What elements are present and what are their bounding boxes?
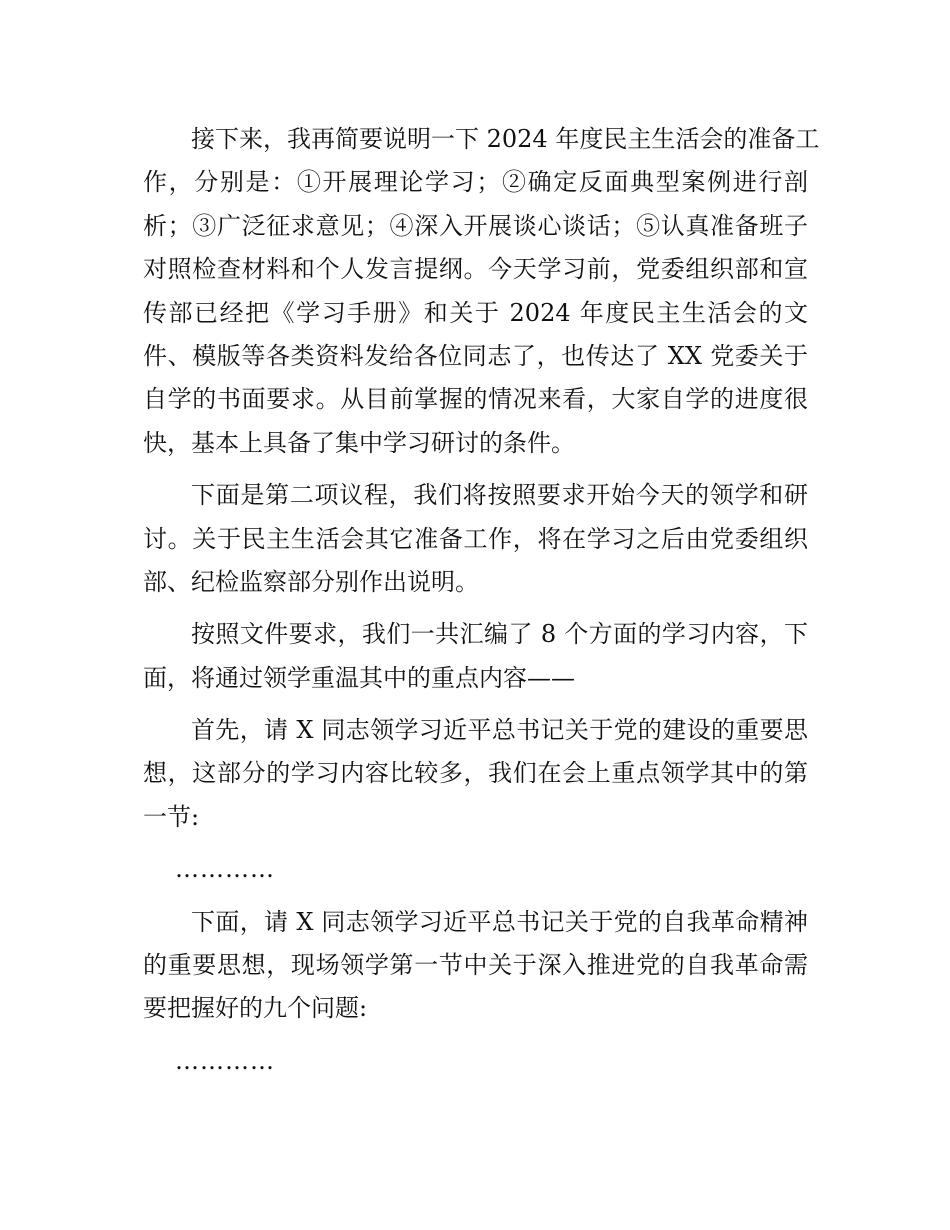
text-line: 一节:	[143, 802, 200, 831]
document-page	[143, 118, 820, 1092]
text-line: 传部已经把《学习手册》和关于 2024 年度民主生活会的文	[143, 298, 808, 327]
text-line: 对照检查材料和个人发言提纲。今天学习前，党委组织部和宣	[143, 255, 808, 284]
text-line: 的重要思想，现场领学第一节中关于深入推进党的自我革命需	[143, 951, 808, 980]
text-line: 下面是第二项议程，我们将按照要求开始今天的领学和研	[191, 481, 808, 510]
ellipsis-paragraph	[143, 1040, 808, 1083]
text-line: 件、模版等各类资料发给各位同志了，也传达了 XX 党委关于	[143, 341, 808, 370]
body-paragraph	[143, 709, 808, 839]
text-line: 接下来，我再简要说明一下 2024 年度民主生活会的准备工	[191, 125, 820, 153]
text-line: 要把握好的九个问题:	[143, 994, 368, 1023]
text-line: 下面，请 X 同志领学习近平总书记关于党的自我革命精神	[191, 907, 808, 936]
body-paragraph	[143, 613, 808, 700]
body-paragraph	[143, 118, 820, 465]
text-line: 面，将通过领学重温其中的重点内容——	[143, 663, 575, 692]
text-line: 想，这部分的学习内容比较多，我们在会上重点领学其中的第	[143, 759, 808, 788]
text-line: 首先，请 X 同志领学习近平总书记关于党的建设的重要思	[191, 716, 808, 745]
text-line: 按照文件要求，我们一共汇编了 8 个方面的学习内容，下	[191, 620, 808, 649]
ellipsis-paragraph	[143, 848, 808, 891]
ellipsis-line: …………	[175, 1046, 275, 1075]
body-paragraph	[143, 474, 808, 604]
text-line: 自学的书面要求。从目前掌握的情况来看，大家自学的进度很	[143, 385, 808, 414]
text-line: 讨。关于民主生活会其它准备工作，将在学习之后由党委组织	[143, 524, 808, 553]
text-line: 作，分别是：①开展理论学习；②确定反面典型案例进行剖	[143, 168, 808, 197]
ellipsis-line: …………	[175, 855, 275, 884]
text-line: 析；③广泛征求意见；④深入开展谈心谈话；⑤认真准备班子	[143, 211, 808, 240]
body-paragraph	[143, 901, 808, 1031]
text-line: 部、纪检监察部分别作出说明。	[143, 567, 479, 596]
text-line: 快，基本上具备了集中学习研讨的条件。	[143, 428, 575, 457]
